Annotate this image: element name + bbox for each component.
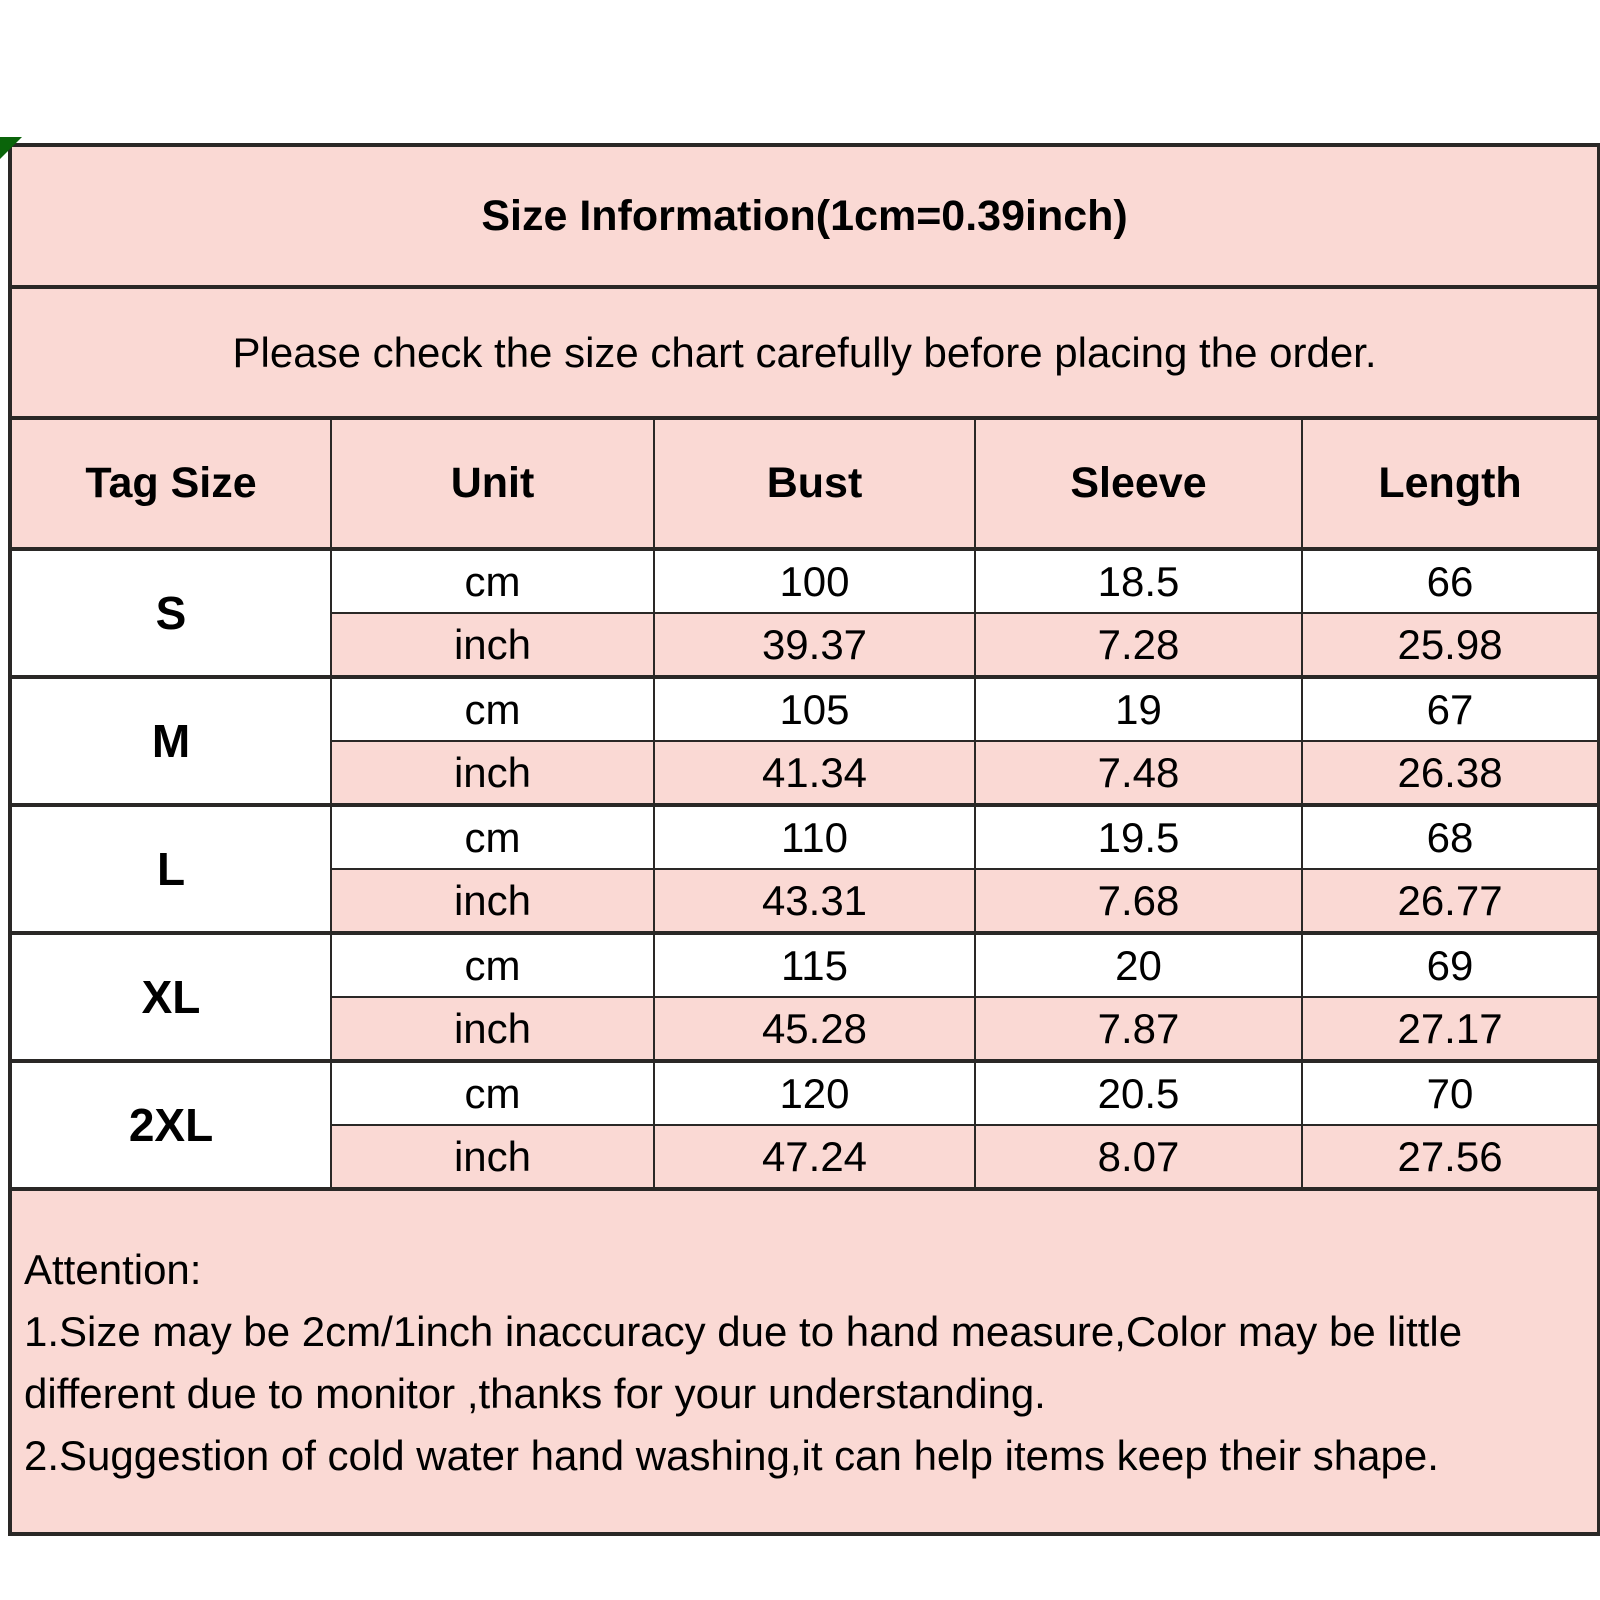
tag-size-cell-xl: XL: [10, 933, 331, 1061]
column-header-sleeve: Sleeve: [975, 418, 1302, 549]
table-row-xl-cm: [10, 933, 1599, 997]
corner-marker-icon: [0, 137, 22, 159]
attention-note: [10, 1189, 1599, 1534]
length-cell: 67: [1302, 677, 1599, 741]
bust-cell: 115: [654, 933, 975, 997]
bust-cell: 100: [654, 549, 975, 613]
sleeve-cell: 8.07: [975, 1125, 1302, 1189]
attention-section: [10, 1189, 1599, 1534]
sleeve-cell: 7.68: [975, 869, 1302, 933]
length-cell: 66: [1302, 549, 1599, 613]
table-row-2xl-cm: [10, 1061, 1599, 1125]
tag-size-cell-2xl: 2XL: [10, 1061, 331, 1189]
unit-cell: inch: [331, 1125, 654, 1189]
subtitle-note: Please check the size chart carefully before placing the order.: [10, 287, 1599, 418]
length-cell: 70: [1302, 1061, 1599, 1125]
length-cell: 27.17: [1302, 997, 1599, 1061]
unit-cell: inch: [331, 613, 654, 677]
attention-heading: Attention:: [24, 1246, 202, 1293]
table-row-s-cm: [10, 549, 1599, 613]
unit-cell: inch: [331, 997, 654, 1061]
tag-size-cell-s: S: [10, 549, 331, 677]
attention-line-2: 2.Suggestion of cold water hand washing,it can help items keep their shape.: [24, 1432, 1439, 1479]
table-header-row: [10, 418, 1599, 549]
bust-cell: 105: [654, 677, 975, 741]
sleeve-cell: 18.5: [975, 549, 1302, 613]
table-row-l-cm: [10, 805, 1599, 869]
tag-size-cell-m: M: [10, 677, 331, 805]
unit-cell: cm: [331, 549, 654, 613]
unit-cell: inch: [331, 741, 654, 805]
column-header-length: Length: [1302, 418, 1599, 549]
bust-cell: 41.34: [654, 741, 975, 805]
table-row-m-cm: [10, 677, 1599, 741]
column-header-bust: Bust: [654, 418, 975, 549]
tag-size-cell-l: L: [10, 805, 331, 933]
length-cell: 69: [1302, 933, 1599, 997]
bust-cell: 43.31: [654, 869, 975, 933]
unit-cell: cm: [331, 677, 654, 741]
length-cell: 25.98: [1302, 613, 1599, 677]
length-cell: 68: [1302, 805, 1599, 869]
subtitle-row: [10, 287, 1599, 418]
column-header-unit: Unit: [331, 418, 654, 549]
bust-cell: 120: [654, 1061, 975, 1125]
size-information-table: [8, 143, 1600, 1536]
bust-cell: 110: [654, 805, 975, 869]
bust-cell: 39.37: [654, 613, 975, 677]
sleeve-cell: 7.48: [975, 741, 1302, 805]
attention-line-1: 1.Size may be 2cm/1inch inaccuracy due to hand measure,Color may be little different due to monitor ,thanks for your understanding.: [24, 1308, 1463, 1417]
length-cell: 26.77: [1302, 869, 1599, 933]
unit-cell: inch: [331, 869, 654, 933]
sleeve-cell: 19.5: [975, 805, 1302, 869]
bust-cell: 47.24: [654, 1125, 975, 1189]
unit-cell: cm: [331, 1061, 654, 1125]
length-cell: 27.56: [1302, 1125, 1599, 1189]
title-row: [10, 145, 1599, 287]
sleeve-cell: 19: [975, 677, 1302, 741]
column-header-tag-size: Tag Size: [10, 418, 331, 549]
sleeve-cell: 20: [975, 933, 1302, 997]
unit-cell: cm: [331, 805, 654, 869]
sleeve-cell: 20.5: [975, 1061, 1302, 1125]
bust-cell: 45.28: [654, 997, 975, 1061]
sleeve-cell: 7.87: [975, 997, 1302, 1061]
length-cell: 26.38: [1302, 741, 1599, 805]
page-title: Size Information(1cm=0.39inch): [10, 145, 1599, 287]
unit-cell: cm: [331, 933, 654, 997]
sleeve-cell: 7.28: [975, 613, 1302, 677]
